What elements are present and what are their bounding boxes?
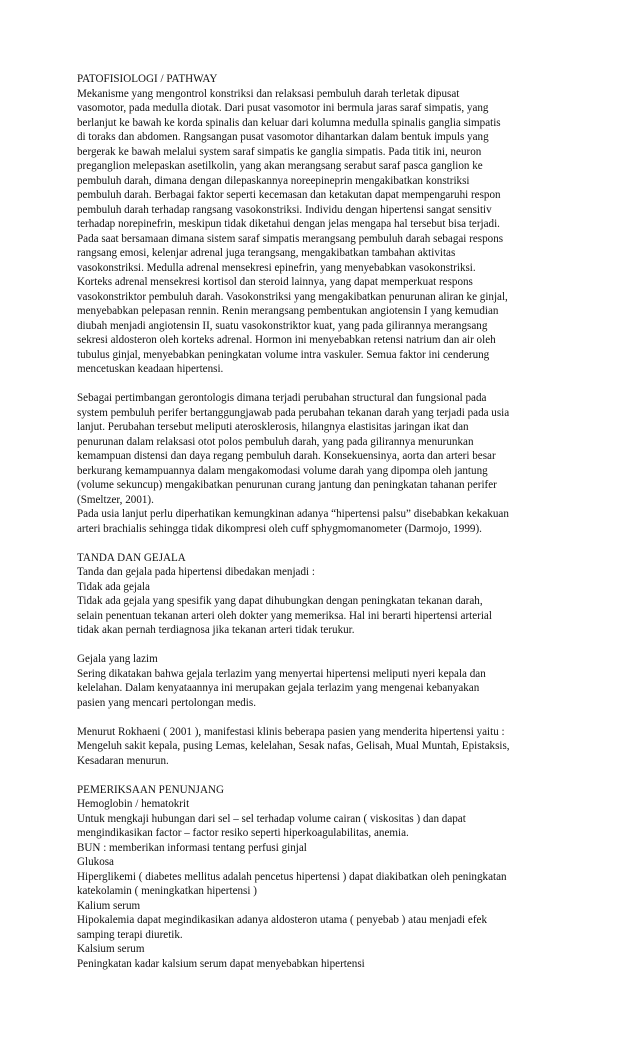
paragraph-line: rangsang emosi, kelenjar adrenal juga terangsang, mengakibatkan tambahan aktivitas (77, 247, 456, 259)
paragraph-line: pembuluh darah. Berbagai faktor seperti kecemasan dan ketakutan dapat mempengaruhi respon (77, 189, 501, 201)
paragraph-line: samping terapi diuretik. (77, 928, 183, 941)
paragraph-line: Sering dikatakan bahwa gejala terlazim yang menyertai hipertensi meliputi nyeri kepala dan (77, 667, 486, 680)
paragraph-line: vasomotor, pada medulla diotak. Dari pusat vasomotor ini bermula jaras saraf simpatis, yang (77, 102, 489, 114)
paragraph-line: mengindikasikan factor – factor resiko seperti hiperkoagulabilitas, anemia. (77, 827, 409, 839)
section-tanda-gejala (77, 551, 572, 638)
section-heading: PEMERIKSAAN PENUNJANG (77, 783, 225, 796)
paragraph-spacer (77, 710, 572, 725)
paragraph-line: vasokonstriksi. Medulla adrenal mensekresi epinefrin, yang menyebabkan vasokonstriksi. (77, 261, 476, 274)
section-heading: TANDA DAN GEJALA (77, 551, 186, 564)
subheading: Kalium serum (77, 899, 141, 912)
subheading: Tidak ada gejala (77, 580, 150, 593)
paragraph-line: Hiperglikemi ( diabetes mellitus adalah pencetus hipertensi ) dapat diakibatkan oleh peningkatan (77, 870, 507, 883)
paragraph-line: kelelahan. Dalam kenyataannya ini merupakan gejala terlazim yang mengenai kebanyakan (77, 682, 480, 694)
subheading: Hemoglobin / hematokrit (77, 798, 190, 810)
paragraph-line: Sebagai pertimbangan gerontologis dimana terjadi perubahan structural dan fungsional pada (77, 392, 487, 404)
paragraph-line: di toraks dan abdomen. Rangsangan pusat vasomotor dihantarkan dalam bentuk impuls yang (77, 131, 489, 143)
paragraph-line: Menurut Rokhaeni ( 2001 ), manifestasi klinis beberapa pasien yang menderita hipertensi yaitu : (77, 725, 505, 738)
paragraph-line: (volume sekuncup) mengakibatkan penurunan curang jantung dan peningkatan tahanan perifer (77, 479, 497, 491)
paragraph-spacer (77, 638, 572, 653)
section-rokhaeni (77, 725, 572, 769)
paragraph-line: system pembuluh perifer bertanggungjawab pada perubahan tekanan darah yang terjadi pada usia (77, 406, 510, 419)
paragraph-line: Mengeluh sakit kepala, pusing Lemas, kelelahan, Sesak nafas, Gelisah, Mual Muntah, Epistaksis, (77, 740, 510, 752)
paragraph-line: penurunan dalam relaksasi otot polos pembuluh darah, yang pada gilirannya menurunkan (77, 435, 474, 448)
subheading: Gejala yang lazim (77, 653, 158, 665)
paragraph-line: arteri brachialis sehingga tidak dikompresi oleh cuff sphygmomanometer (Darmojo, 1999). (77, 522, 482, 535)
paragraph-line: mencetuskan keadaan hipertensi. (77, 363, 224, 375)
paragraph-line: Korteks adrenal mensekresi kortisol dan steroid lainnya, yang dapat memperkuat respons (77, 276, 473, 288)
paragraph-line: bergerak ke bawah melalui system saraf simpatis ke ganglia simpatis. Pada titik ini, neuron (77, 145, 482, 158)
section-gerontologi (77, 391, 572, 536)
paragraph-spacer (77, 768, 572, 783)
document-page (77, 72, 572, 971)
paragraph-line: sekresi aldosteron oleh korteks adrenal. Hormon ini menyebabkan retensi natrium dan air oleh (77, 334, 496, 346)
paragraph-line: Untuk mengkaji hubungan dari sel – sel terhadap volume cairan ( viskositas ) dan dapat (77, 812, 466, 825)
paragraph-line: selain penentuan tekanan arteri oleh dokter yang memeriksa. Hal ini berarti hipertensi arterial (77, 609, 492, 622)
paragraph-line: (Smeltzer, 2001). (77, 493, 154, 506)
paragraph-line: Kesadaran menurun. (77, 754, 169, 767)
paragraph-line: terhadap norepinefrin, meskipun tidak diketahui dengan jelas mengapa hal tersebut bisa terjadi. (77, 218, 500, 230)
subheading: Kalsium serum (77, 943, 145, 955)
paragraph-line: Pada usia lanjut perlu diperhatikan kemungkinan adanya “hipertensi palsu” disebabkan kekakuan (77, 508, 509, 520)
paragraph-line: preganglion melepaskan asetilkolin, yang akan merangsang serabut saraf pasca ganglion ke (77, 160, 483, 172)
paragraph-line: Peningkatan kadar kalsium serum dapat menyebabkan hipertensi (77, 957, 365, 970)
section-gejala-lazim (77, 652, 572, 710)
paragraph-line: lanjut. Perubahan tersebut meliputi aterosklerosis, hilangnya elastisitas jaringan ikat dan (77, 421, 469, 433)
paragraph-line: katekolamin ( meningkatkan hipertensi ) (77, 885, 257, 897)
paragraph-line: diubah menjadi angiotensin II, suatu vasokonstriktor kuat, yang pada gilirannya merangsang (77, 319, 488, 332)
paragraph-line: pembuluh darah, dimana dengan dilepaskannya noreepineprin mengakibatkan konstriksi (77, 174, 470, 187)
paragraph-line: Hipokalemia dapat megindikasikan adanya aldosteron utama ( penyebab ) atau menjadi efek (77, 914, 488, 926)
paragraph-line: Tidak ada gejala yang spesifik yang dapat dihubungkan dengan peningkatan tekanan darah, (77, 595, 483, 607)
section-pemeriksaan (77, 783, 572, 972)
section-patofisiologi (77, 72, 572, 377)
paragraph-line: pembuluh darah terhadap rangsang vasokonstriksi. Individu dengan hipertensi sangat sensitiv (77, 203, 492, 216)
paragraph-line: vasokonstriktor pembuluh darah. Vasokonstriksi yang mengakibatkan penurunan aliran ke ginjal, (77, 290, 508, 303)
subheading: Glukosa (77, 856, 114, 868)
paragraph-line: menyebabkan pelepasan rennin. Renin merangsang pembentukan angiotensin I yang kemudian (77, 305, 499, 317)
paragraph-line: tubulus ginjal, menyebabkan peningkatan volume intra vaskuler. Semua faktor ini cenderung (77, 348, 490, 361)
paragraph-line: Mekanisme yang mengontrol konstriksi dan relaksasi pembuluh darah terletak dipusat (77, 87, 460, 100)
paragraph-line: berkurang kemampuannya dalam mengakomodasi volume darah yang dipompa oleh jantung (77, 464, 488, 477)
paragraph-line: kemampuan distensi dan daya regang pembuluh darah. Konsekuensinya, aorta dan arteri besar (77, 450, 496, 462)
paragraph-spacer (77, 536, 572, 551)
paragraph-line: BUN : memberikan informasi tentang perfusi ginjal (77, 841, 307, 854)
paragraph-line: Tanda dan gejala pada hipertensi dibedakan menjadi : (77, 566, 315, 578)
paragraph-line: tidak akan pernah terdiagnosa jika tekanan arteri tidak terukur. (77, 624, 355, 636)
paragraph-line: pasien yang mencari pertolongan medis. (77, 696, 256, 709)
paragraph-line: Pada saat bersamaan dimana sistem saraf simpatis merangsang pembuluh darah sebagai respons (77, 232, 504, 245)
paragraph-line: berlanjut ke bawah ke korda spinalis dan keluar dari kolumna medulla spinalis ganglia simpatis (77, 116, 501, 129)
paragraph-spacer (77, 377, 572, 392)
section-heading: PATOFISIOLOGI / PATHWAY (77, 73, 218, 85)
